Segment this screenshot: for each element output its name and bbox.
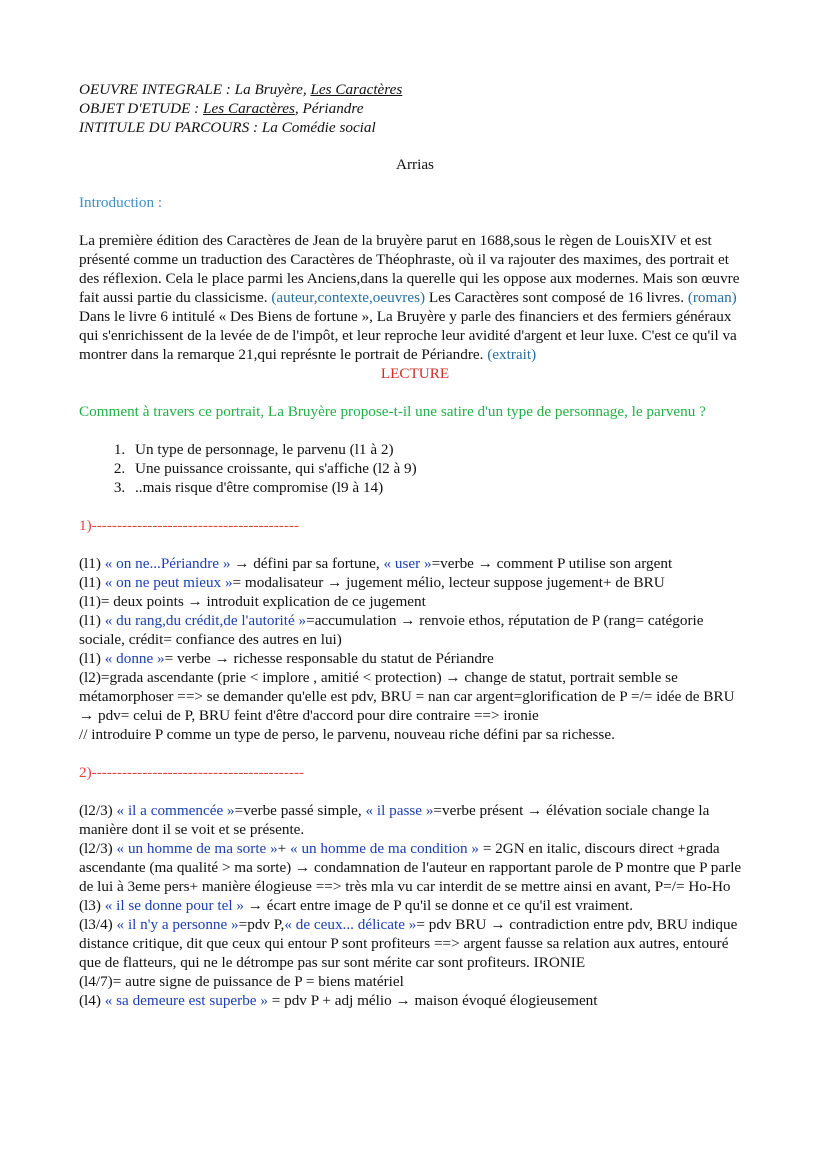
section-2 (79, 801, 751, 1010)
line-ref: (l1) (79, 612, 105, 629)
comment: (l2)=grada ascendante (prie < implore , amitié < protection) → change de statut, portrait semble se métamorphoser ==> se demander qu'elle est pdv, BRU = nan car argent=glorification de P =/= idée de BRU → pdv= celui de P, BRU feint d'être d'accord pour dire contraire ==> ironie (79, 669, 735, 724)
analysis-line (79, 896, 751, 915)
line-ref: (l3) (79, 897, 105, 914)
analysis-line (79, 573, 751, 592)
analysis-line (79, 915, 751, 972)
line-ref: (l2/3) (79, 802, 117, 819)
section-1 (79, 554, 751, 744)
comment: = verbe → richesse responsable du statut de Périandre (164, 650, 494, 667)
comment: = pdv P + adj mélio → maison évoqué élogieusement (267, 992, 598, 1009)
quote: « de ceux... délicate » (284, 916, 417, 933)
line-ref: (l1) (79, 574, 105, 591)
analysis-line (79, 991, 751, 1010)
line-ref: (l1) (79, 555, 105, 572)
analysis-line (79, 725, 751, 744)
comment: → défini par sa fortune, (230, 555, 384, 572)
header-label: OEUVRE INTEGRALE : (79, 81, 235, 98)
section-2-separator: 2)------------------------------------------ (79, 764, 305, 781)
quote: « il passe » (365, 802, 434, 819)
comment: =pdv P, (238, 916, 285, 933)
comment: =verbe présent → élévation sociale change la manière dont il se voit et se présente. (79, 802, 710, 838)
comment: → écart entre image de P qu'il se donne et ce qu'il est vraiment. (243, 897, 634, 914)
section-1-separator: 1)----------------------------------------- (79, 517, 300, 534)
comment: (l4/7)= autre signe de puissance de P = biens matériel (79, 973, 404, 990)
header-line-3: INTITULE DU PARCOURS : La Comédie social (79, 119, 376, 136)
analysis-line (79, 972, 751, 991)
analysis-line (79, 649, 751, 668)
analysis-line (79, 592, 751, 611)
intro-paragraph (79, 231, 751, 364)
intro-tag: (extrait) (487, 346, 537, 363)
intro-tag: (roman) (687, 289, 737, 306)
quote: « sa demeure est superbe » (104, 992, 268, 1009)
problem-question: Comment à travers ce portrait, La Bruyère propose-t-il une satire d'un type de personnage, le parvenu ? (79, 403, 706, 420)
plan-list (79, 440, 751, 497)
analysis-line (79, 554, 751, 573)
header-author: La Bruyère, (234, 81, 311, 98)
plan-item: 1. Un type de personnage, le parvenu (l1 à 2) (129, 440, 751, 459)
line-ref: (l1) (79, 650, 105, 667)
intro-text: Les Caractères sont composé de 16 livres. (425, 289, 688, 306)
intro-heading: Introduction : (79, 194, 163, 211)
header-label: OBJET D'ETUDE : (79, 100, 204, 117)
quote: « on ne...Périandre » (104, 555, 231, 572)
quote: « user » (383, 555, 432, 572)
header-block (79, 80, 751, 137)
quote: « un homme de ma sorte » (116, 840, 278, 857)
header-line-2 (79, 99, 751, 118)
line-ref: (l4) (79, 992, 105, 1009)
page-title: Arrias (396, 156, 434, 173)
header-line-1 (79, 80, 751, 99)
quote: « on ne peut mieux » (104, 574, 233, 591)
quote: « il n'y a personne » (116, 916, 239, 933)
comment: =accumulation → renvoie ethos, réputation de P (rang= catégorie sociale, crédit= confiance des autres en lui) (79, 612, 704, 648)
header-book-title: Les Caractères (203, 100, 295, 117)
header-subject: , Périandre (294, 100, 364, 117)
analysis-line (79, 801, 751, 839)
analysis-line (79, 611, 751, 649)
plan-item: 3. ..mais risque d'être compromise (l9 à 14) (129, 478, 751, 497)
comment: = modalisateur → jugement mélio, lecteur suppose jugement+ de BRU (232, 574, 665, 591)
comment: (l1)= deux points → introduit explication de ce jugement (79, 593, 426, 610)
lecture-heading: LECTURE (380, 365, 450, 382)
line-ref: (l2/3) (79, 840, 117, 857)
intro-text: Dans le livre 6 intitulé « Des Biens de fortune », La Bruyère y parle des financiers et des fermiers généraux qui s'enrichissent de la levée de de l'impôt, et leur reproche leur avidité d'argent et leur luxe. C'est ce qu'il va montrer dans la remarque 21,qui représnte le portrait de Périandre. (79, 308, 737, 363)
plan-item: 2. Une puissance croissante, qui s'affiche (l2 à 9) (129, 459, 751, 478)
quote: « donne » (104, 650, 165, 667)
comment: =verbe → comment P utilise son argent (431, 555, 673, 572)
quote: « il se donne pour tel » (104, 897, 244, 914)
quote: « un homme de ma condition » (290, 840, 480, 857)
header-book-title: Les Caractères (310, 81, 403, 98)
comment: // introduire P comme un type de perso, le parvenu, nouveau riche défini par sa richesse. (79, 726, 615, 743)
line-ref: (l3/4) (79, 916, 117, 933)
comment: =verbe passé simple, (234, 802, 366, 819)
document-body (79, 80, 751, 1010)
intro-text: La première édition des Caractères de Jean de la bruyère parut en 1688,sous le règen de LouisXIV et est présenté comme un traduction des Caractères de Théophraste, où il va rajouter des maximes, des portrait et des réflexion. Cela le place parmi les Anciens,dans la querelle qui les oppose aux modernes. Mais son œuvre fait aussi partie du classicisme. (79, 232, 740, 306)
intro-tag: (auteur,contexte,oeuvres) (271, 289, 426, 306)
comment: = pdv BRU → contradiction entre pdv, BRU indique distance critique, dit que ceux qui entour P sont profiteurs ==> argent fausse sa relation aux autres, entouré que de flatteurs, qui ne le détrompe pas sur sont mérite car sont profiteurs. IRONIE (79, 916, 738, 971)
quote: « il a commencée » (116, 802, 235, 819)
quote: « du rang,du crédit,de l'autorité » (104, 612, 307, 629)
comment: = 2GN en italic, discours direct +grada ascendante (ma qualité > ma sorte) → condamnation de l'auteur en rapportant parole de P montre que P parle de lui à 3eme pers+ manière élogieuse ==> très mla vu car interdit de se mettre ainsi en avant, P=/= Ho-Ho (79, 840, 742, 895)
comment: + (277, 840, 291, 857)
analysis-line (79, 668, 751, 725)
analysis-line (79, 839, 751, 896)
